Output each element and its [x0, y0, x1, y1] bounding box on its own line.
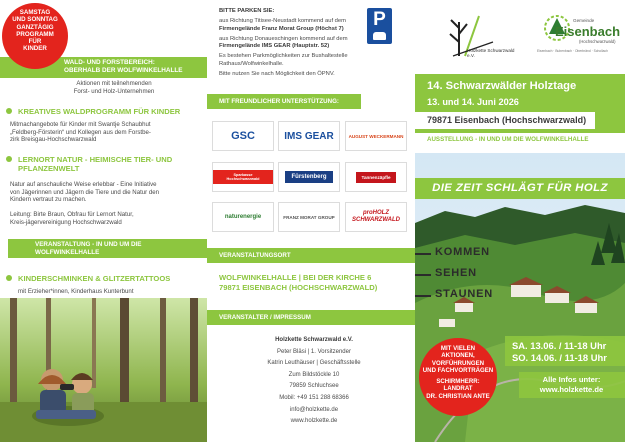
text-line: aus Richtung Donaueschingen kommend auf dem	[219, 35, 348, 42]
badge-line: FÜR	[28, 38, 42, 46]
text-line: Aktionen mit teilnehmenden	[76, 80, 152, 87]
sponsor-name: proHOLZ SCHWARZWALD	[352, 210, 400, 223]
sponsor-name: GSC	[231, 130, 255, 142]
holzkette-logo	[445, 12, 515, 58]
sponsor-logo-imsgear	[278, 121, 340, 151]
eisenbach-logo-sub: (Hochschwarzwald)	[579, 39, 616, 44]
text-line: Holzkette Schwarzwald e.V.	[275, 337, 353, 343]
text-line: Leitung: Birte Braun, Obfrau für Lernort Natur,	[10, 211, 134, 218]
parking-option-3	[219, 53, 364, 68]
event-place-box	[415, 112, 595, 129]
sponsor-name: Tannenzäpfle	[356, 172, 395, 183]
organizer-heading: VERANSTALTER / IMPRESSUM	[207, 310, 415, 325]
infos-label: Alle Infos unter:	[542, 375, 601, 384]
text-line: Forst- und Holz-Unternehmen	[73, 87, 155, 95]
section-text-waldprogramm	[10, 121, 205, 144]
text-line: aus Richtung Titisee-Neustadt kommend auf dem	[219, 18, 346, 25]
panel-right	[415, 0, 625, 442]
word-kommen: KOMMEN	[435, 246, 490, 258]
text-line: WOLFWINKELHALLE | BEI DER KIRCHE 6	[219, 273, 372, 282]
circle-line: UND FACHVORTRÄGEN	[422, 366, 494, 374]
sponsor-name: IMS GEAR	[284, 130, 334, 142]
divider-line	[415, 274, 431, 276]
slogan-band: DIE ZEIT SCHLÄGT FÜR HOLZ	[415, 178, 625, 199]
event-title: 14. Schwarzwälder Holztage	[427, 80, 577, 92]
sponsor-logo-naturenergie	[212, 202, 274, 232]
badge-line: KINDER	[23, 45, 47, 53]
event-area-band	[8, 239, 207, 258]
parking-letter: P	[373, 9, 386, 30]
sponsor-name: Fürstenberg	[285, 171, 332, 183]
sponsor-name: naturenergie	[224, 214, 262, 220]
text-line: zirk Breisgau-Hochschwarzwald	[10, 136, 97, 144]
panel-middle	[207, 0, 415, 442]
sponsor-logo-proholz	[345, 202, 407, 232]
sponsor-logo-tannenzaepfle	[345, 162, 407, 192]
text-line: 79871 EISENBACH (HOCHSCHWARZWALD)	[219, 283, 378, 292]
text-line: „Feldberg-Försterin“ und Kollegen aus dem Forstbe-	[10, 128, 151, 136]
text-line: von Jägerinnen und Jägern die Tiere und die Natur den	[10, 188, 160, 196]
parking-option-1	[219, 18, 364, 33]
panel-left	[0, 0, 207, 442]
sponsor-name: Sparkasse Hochschwarzwald	[213, 170, 273, 185]
text-line: Rathaus/Wolfwinkelhalle.	[219, 60, 284, 67]
parking-sign-icon	[367, 8, 392, 44]
circle-line: AKTIONEN,	[441, 352, 475, 360]
text-line: Kreis-jägervereinigung Hochschwarzwald	[10, 218, 122, 226]
forest-area-text	[54, 80, 174, 95]
section-lead-lernort	[10, 211, 205, 226]
sponsor-logo-fuerstenberg	[278, 162, 340, 192]
text-line: Es bestehen Parkmöglichkeiten zur Bushaltestelle	[219, 53, 348, 60]
kids-forest-image	[0, 298, 207, 442]
text-line: www.holzkette.de	[290, 418, 338, 425]
eisenbach-logo	[533, 12, 621, 62]
organizer-info	[259, 335, 369, 428]
bullet-dot-icon	[6, 275, 12, 281]
parking-heading: BITTE PARKEN SIE:	[219, 8, 275, 14]
text-line: Mobil: +49 151 288 68366	[279, 394, 349, 401]
sponsor-logo-morat	[278, 202, 340, 232]
text-line: Firmengelände IMS GEAR (Hauptstr. 52)	[219, 43, 330, 50]
venue-address	[219, 273, 377, 293]
text-line: Zum Bildstöckle 10	[288, 371, 340, 378]
kids-program-badge	[2, 3, 68, 69]
text-line: Firmengelände Franz Morat Group (Höchst 7)	[219, 25, 344, 32]
eisenbach-logo-villages: Eisenbach · Bubenbach · Oberbränd · Schollach	[537, 49, 608, 53]
venue-heading: VERANSTALTUNGSORT	[207, 248, 415, 263]
band-line: OBERHALB DER WOLFWINKELHALLE	[64, 67, 183, 74]
text-line: Katrin Leuthäuser | Geschäftsstelle	[267, 360, 361, 367]
event-date: 13. und 14. Juni 2026	[427, 97, 519, 107]
parking-option-2	[219, 36, 364, 51]
word-sehen: SEHEN	[435, 267, 477, 279]
badge-line: SAMSTAG	[19, 9, 51, 16]
sponsor-name: FRANZ MORAT GROUP	[283, 214, 335, 220]
bullet-dot-icon	[6, 108, 12, 114]
event-place: 79871 Eisenbach (Hochschwarzwald)	[427, 115, 587, 125]
section-heading-lernort	[18, 155, 172, 173]
circle-line: MIT VIELEN	[440, 345, 476, 352]
section-text-kinderschminken: mit Erzieher*innen, Kinderhaus Kunterbunt	[18, 288, 134, 295]
text-line: 79859 Schluchsee	[289, 383, 339, 390]
bullet-dot-icon	[6, 156, 12, 162]
circle-line: SCHIRMHERR:	[436, 378, 480, 386]
band-line: VERANSTALTUNG - IN UND UM DIE	[35, 241, 142, 248]
badge-line: UND SONNTAG	[12, 16, 58, 24]
heading-line: PFLANZENWELT	[18, 164, 80, 173]
parking-info	[219, 8, 364, 78]
text-line: Kindern vertraut zu machen.	[10, 196, 87, 204]
word-staunen: STAUNEN	[435, 288, 493, 300]
highlights-circle	[419, 338, 497, 416]
text-line: Mitmachangebote für Kinder mit Swantje Schaubhut	[10, 121, 151, 128]
sponsor-logo-gsc	[212, 121, 274, 151]
circle-line: VORFÜHRUNGEN	[431, 359, 485, 367]
badge-line: GANZTÄGIG	[16, 23, 54, 31]
support-heading: MIT FREUNDLICHER UNTERSTÜTZUNG:	[207, 94, 361, 109]
band-line: WALD- UND FORSTBEREICH:	[64, 59, 155, 66]
event-subtitle: AUSSTELLUNG - IN UND UM DIE WOLFWINKELHALLE	[427, 136, 589, 143]
badge-line: PROGRAMM	[16, 30, 54, 38]
sponsor-logo-weckermann	[345, 121, 407, 151]
section-heading-waldprogramm: KREATIVES WALDPROGRAMM FÜR KINDER	[18, 107, 181, 116]
kids-forest-photo	[0, 298, 207, 442]
public-transport-note: Bitte nutzen Sie nach Möglichkeit den ÖPNV.	[219, 71, 335, 78]
date-sunday: SO. 14.06. / 11-18 Uhr	[512, 352, 607, 363]
text-line: info@holzkette.de	[289, 406, 339, 413]
divider-line	[415, 295, 431, 297]
holzkette-logo-text: Holzkette Schwarzwald e.V.	[467, 48, 515, 58]
section-text-lernort	[10, 181, 205, 204]
divider-line	[415, 253, 431, 255]
heading-line: LERNORT NATUR - HEIMISCHE TIER- UND	[18, 155, 173, 164]
circle-line: DR. CHRISTIAN ANTE	[426, 392, 490, 400]
text-line: Peter Bläsi | 1. Vorsitzender	[277, 348, 351, 355]
infos-url-link[interactable]: www.holzkette.de	[539, 385, 604, 394]
circle-line: LANDRAT	[443, 385, 473, 393]
car-icon	[373, 32, 386, 40]
text-line: Natur auf anschauliche Weise erlebbar - Eine Initiative	[10, 181, 157, 188]
band-line: WOLFWINKELHALLE	[35, 248, 100, 256]
eisenbach-logo-gemeinde: Gemeinde	[573, 18, 595, 23]
date-saturday: SA. 13.06. / 11-18 Uhr	[512, 340, 607, 351]
sponsor-logo-sparkasse	[212, 162, 274, 192]
section-heading-kinderschminken: KINDERSCHMINKEN & GLITZERTATTOOS	[18, 274, 171, 283]
sponsor-name: AUGUST WECKERMANN	[348, 133, 404, 139]
eisenbach-logo-name: Eisenbach	[555, 24, 621, 39]
